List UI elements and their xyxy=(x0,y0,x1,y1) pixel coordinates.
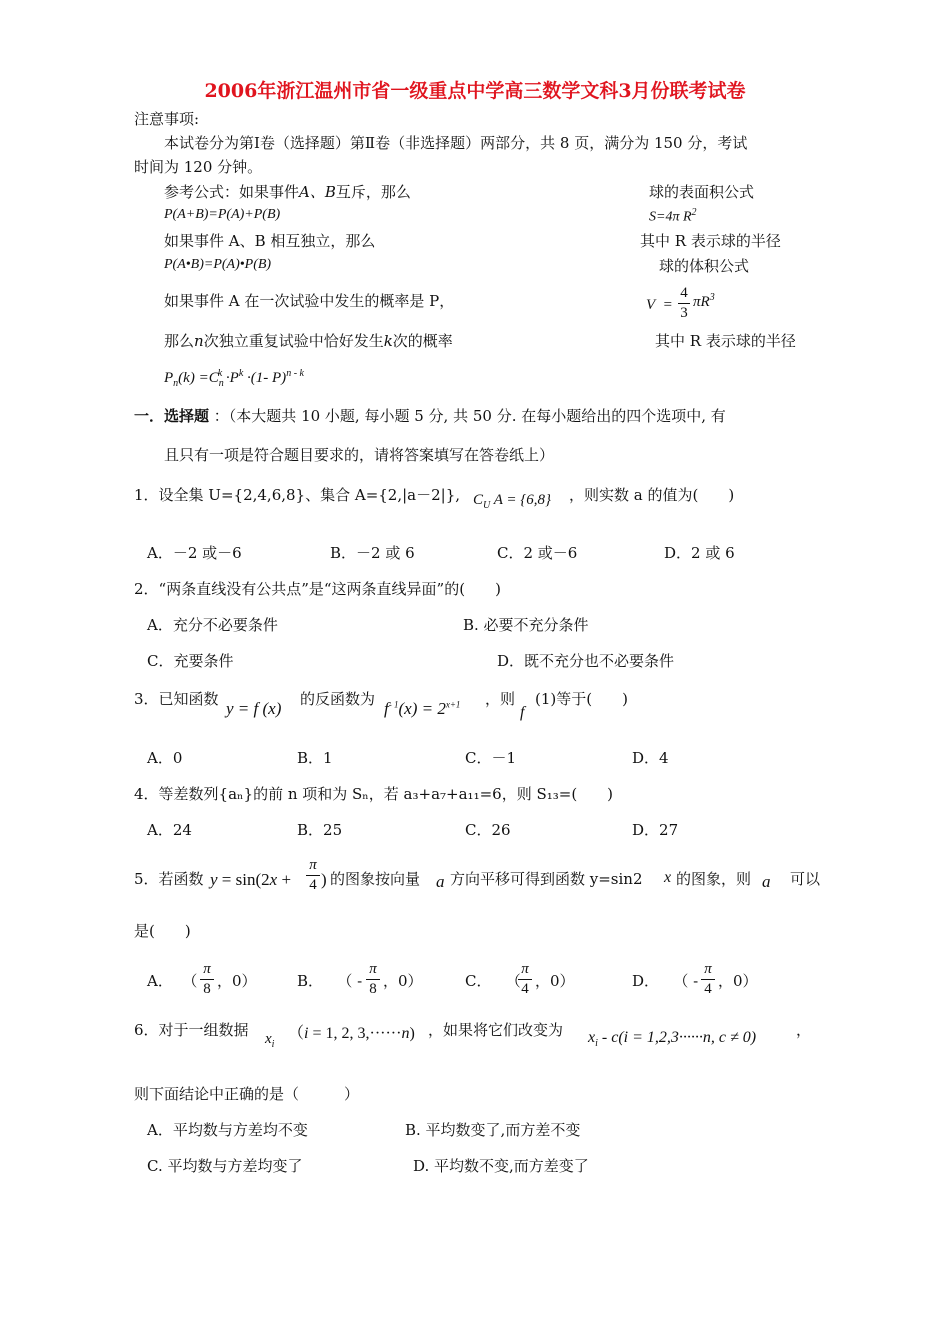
question-1-option-b[interactable]: B．－2 或 6 xyxy=(330,544,415,562)
question-5-option-a-tail: ，0） xyxy=(217,972,257,990)
question-5-function: y = sin(2x + xyxy=(210,870,292,889)
bernoulli-formula: $P_n(k) =C_n^k \cdot P^k \cdot(1-$ P)$^{n - k}$ xyxy=(164,368,304,389)
exam-title: 2006年浙江温州市省一级重点中学高三数学文科3月份联考试卷 xyxy=(204,80,746,102)
question-5-option-c[interactable]: C． （ xyxy=(465,972,521,990)
sphere-volume-fraction: 4 3 xyxy=(678,286,690,321)
question-5-vector-a: a xyxy=(436,872,445,891)
sphere-volume-formula-v: V = xyxy=(646,297,673,313)
section-desc-line-2: 且只有一项是符合题目要求的，请将答案填写在答卷纸上） xyxy=(164,446,555,464)
question-3-stem-mid2: ，则 xyxy=(485,690,516,708)
question-5-option-c-frac: π 4 xyxy=(518,962,532,997)
question-2-option-a[interactable]: A．充分不必要条件 xyxy=(147,616,278,634)
question-1-complement: $C_U$ A = {6,8} xyxy=(473,492,551,511)
question-5-stem-tail: 可以 xyxy=(790,870,821,888)
formula-product-rule: P(A•B)=P(A)•P(B) xyxy=(164,257,272,272)
question-3-inverse: $f^{- 1}(x) = 2^{x+1}$ xyxy=(384,699,461,718)
question-3-stem-pre: 3．已知函数 xyxy=(134,690,219,708)
question-5-option-b-tail: ，0） xyxy=(383,972,423,990)
question-3-stem-mid: 的反函数为 xyxy=(300,690,376,708)
radius-note-1: 其中 R 表示球的半径 xyxy=(640,232,781,250)
question-5-option-d-tail: ，0） xyxy=(718,972,758,990)
question-1-option-a[interactable]: A．－2 或－6 xyxy=(147,544,242,562)
sphere-area-label: 球的表面积公式 xyxy=(649,183,755,201)
question-5-stem-pre: 5．若函数 xyxy=(134,870,204,888)
notice-line-1: 本试卷分为第Ⅰ卷（选择题）第Ⅱ卷（非选择题）两部分，共 8 页，满分为 150 分，考试 xyxy=(164,134,748,152)
question-6-stem-line-2: 则下面结论中正确的是（ ） xyxy=(134,1085,360,1103)
question-2-option-c[interactable]: C．充要条件 xyxy=(147,652,234,670)
question-5-stem-mid: 的图象按向量 xyxy=(330,870,421,888)
question-5-option-b[interactable]: B． （ - xyxy=(297,972,363,990)
repeated-trials-text: 那么n次独立重复试验中恰好发生k次的概率 xyxy=(164,332,453,350)
question-4-option-d[interactable]: D．27 xyxy=(632,821,679,839)
formula-sum-rule: P(A+B)=P(A)+P(B) xyxy=(164,207,281,222)
independent-events-text: 如果事件 A、B 相互独立，那么 xyxy=(164,232,376,250)
section-heading: 一．选择题 ：（本大题共 10 小题, 每小题 5 分, 共 50 分. 在每小题给出的四个选项中, 有 xyxy=(134,407,726,425)
question-1-stem-tail: ，则实数 a 的值为( ) xyxy=(569,486,735,504)
question-5-function-close: ) xyxy=(321,870,327,889)
question-5-pi-over-4: π 4 xyxy=(306,858,320,893)
radius-note-2: 其中 R 表示球的半径 xyxy=(655,332,796,350)
question-2-option-b[interactable]: B. 必要不充分条件 xyxy=(463,616,589,634)
question-5-option-a[interactable]: A． （ xyxy=(147,972,198,990)
notice-heading: 注意事项: xyxy=(134,110,200,128)
sphere-area-formula: S=4π $R^2$ xyxy=(649,207,697,225)
notice-line-2: 时间为 120 分钟。 xyxy=(134,158,263,176)
question-5-option-b-frac: π 8 xyxy=(366,962,380,997)
question-5-x: x xyxy=(664,869,672,886)
question-5-option-d-frac: π 4 xyxy=(701,962,715,997)
question-3-stem-tail: (1)等于( ) xyxy=(535,690,628,708)
question-3-option-c[interactable]: C．－1 xyxy=(465,749,517,767)
question-1-stem: 1．设全集 U={2,4,6,8}、集合 A={2,|a－2|}, xyxy=(134,486,461,504)
question-3-option-a[interactable]: A．0 xyxy=(147,749,183,767)
question-6-option-b[interactable]: B. 平均数变了,而方差不变 xyxy=(405,1121,581,1139)
question-2-stem: 2．“两条直线没有公共点”是“这两条直线异面”的( ) xyxy=(134,580,501,598)
question-5-stem-mid2: 方向平移可得到函数 y=sin2 xyxy=(450,870,643,888)
question-3-f: f xyxy=(520,704,525,721)
question-3-option-b[interactable]: B．1 xyxy=(297,749,333,767)
question-5-option-d[interactable]: D． （ - xyxy=(632,972,699,990)
question-5-stem-mid3: 的图象，则 xyxy=(676,870,752,888)
question-4-option-c[interactable]: C．26 xyxy=(465,821,511,839)
question-6-change: $x_i - c(i = 1,2,3\cdot\cdot\cdot\cdot\cdot\cdot n$, c ≠ 0) xyxy=(588,1029,757,1050)
question-6-option-a[interactable]: A．平均数与方差均不变 xyxy=(147,1121,308,1139)
sphere-volume-formula-rest: $\pi R^3$ xyxy=(693,292,715,310)
question-6-stem-pre: 6．对于一组数据 xyxy=(134,1021,249,1039)
question-5-option-a-frac: π 8 xyxy=(200,962,214,997)
ref-formula-label: 参考公式：如果事件A、B互斥，那么 xyxy=(164,183,411,201)
question-5-option-c-tail: ，0） xyxy=(535,972,575,990)
question-6-index: （i = 1, 2, 3,······n) xyxy=(288,1025,415,1042)
question-6-option-d[interactable]: D. 平均数不变,而方差变了 xyxy=(413,1157,589,1175)
question-3-function: y = f (x) xyxy=(226,699,282,718)
question-6-stem-mid: ，如果将它们改变为 xyxy=(428,1021,564,1039)
question-2-option-d[interactable]: D．既不充分也不必要条件 xyxy=(497,652,675,670)
question-4-option-a[interactable]: A．24 xyxy=(147,821,192,839)
question-6-stem-tail: ， xyxy=(796,1021,812,1039)
question-5-vector-a-2: a xyxy=(762,872,771,891)
question-3-option-d[interactable]: D．4 xyxy=(632,749,669,767)
question-1-option-d[interactable]: D．2 或 6 xyxy=(664,544,735,562)
sphere-volume-label: 球的体积公式 xyxy=(659,257,750,275)
question-5-stem-line-2: 是( ) xyxy=(134,922,191,940)
question-6-option-c[interactable]: C. 平均数与方差均变了 xyxy=(147,1157,303,1175)
question-4-stem: 4．等差数列{aₙ}的前 n 项和为 Sₙ，若 a₃+a₇+a₁₁=6，则 S₁₃=( ) xyxy=(134,785,614,803)
question-4-option-b[interactable]: B．25 xyxy=(297,821,343,839)
question-6-xi: $x_i$ xyxy=(265,1031,275,1050)
question-1-option-c[interactable]: C．2 或－6 xyxy=(497,544,578,562)
probability-text: 如果事件 A 在一次试验中发生的概率是 P， xyxy=(164,292,455,310)
